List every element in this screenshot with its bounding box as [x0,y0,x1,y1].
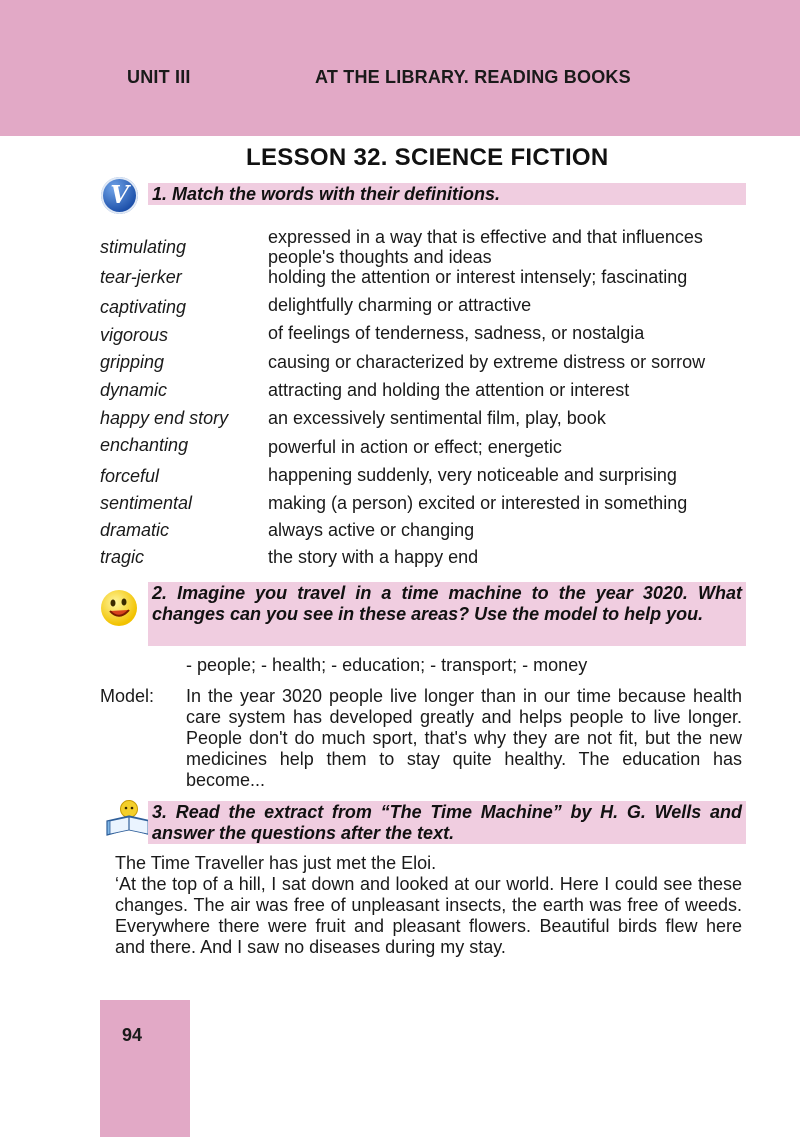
word: dramatic [100,520,170,540]
unit-label: UNIT III [127,67,191,87]
definition: an excessively sentimental film, play, book [268,408,606,428]
lesson-title: LESSON 32. SCIENCE FICTION [246,144,609,171]
task3-instruction: 3. Read the extract from “The Time Machine” by H. G. Wells and answer the questions after the text. [148,801,746,844]
word: dynamic [100,380,168,400]
definition: the story with a happy end [268,547,479,567]
word: captivating [100,297,187,317]
definition: holding the attention or interest intensely; fascinating [268,267,688,287]
unit-title: AT THE LIBRARY. READING BOOKS [315,67,631,87]
word: forceful [100,466,160,486]
word: gripping [100,352,165,372]
definition: delightfully charming or attractive [268,295,532,315]
word: happy end story [100,408,229,428]
extract-paragraph: The Time Traveller has just met the Eloi. [115,853,437,873]
definition: of feelings of tenderness, sadness, or nostalgia [268,323,645,343]
definition: always active or changing [268,520,475,540]
page-tab [100,1000,190,1137]
word: tragic [100,547,145,567]
definition: causing or characterized by extreme distress or sorrow [268,352,706,372]
definition: attracting and holding the attention or interest [268,380,630,400]
word: vigorous [100,325,169,345]
smiley-icon [101,590,137,626]
reading-book-icon [104,799,154,841]
extract-text [100,853,742,958]
model-text: In the year 3020 people live longer than in our time because health care system has developed greatly and helps people to live longer. People don't do much sport, that's why they are not fit, but the new medicines help them to stay quite healthy. The education has become... [186,686,742,790]
page-number: 94 [122,1025,143,1045]
word: enchanting [100,435,189,455]
topic-areas: - people; - health; - education; - transport; - money [186,655,588,675]
model-label: Model: [100,686,155,706]
task1-instruction: 1. Match the words with their definitions. [148,183,746,205]
definition: happening suddenly, very noticeable and surprising [268,465,677,485]
extract-paragraph: ‘At the top of a hill, I sat down and looked at our world. Here I could see these changes. The air was free of unpleasant insects, the earth was free of weeds. Everywhere there were fruit and pleasant flowers. Beautiful birds flew here and there. And I saw no diseases during my stay. [115,874,742,957]
definition: making (a person) excited or interested in something [268,493,688,513]
definition: expressed in a way that is effective and that influences people's thoughts and ideas [268,227,703,267]
task2-instruction: 2. Imagine you travel in a time machine to the year 3020. What changes can you see in these areas? Use the model to help you. [148,582,746,646]
word: tear-jerker [100,267,182,287]
word: sentimental [100,493,193,513]
word: stimulating [100,237,187,257]
vocabulary-v-icon: V [101,177,138,214]
definition: powerful in action or effect; energetic [268,437,562,457]
